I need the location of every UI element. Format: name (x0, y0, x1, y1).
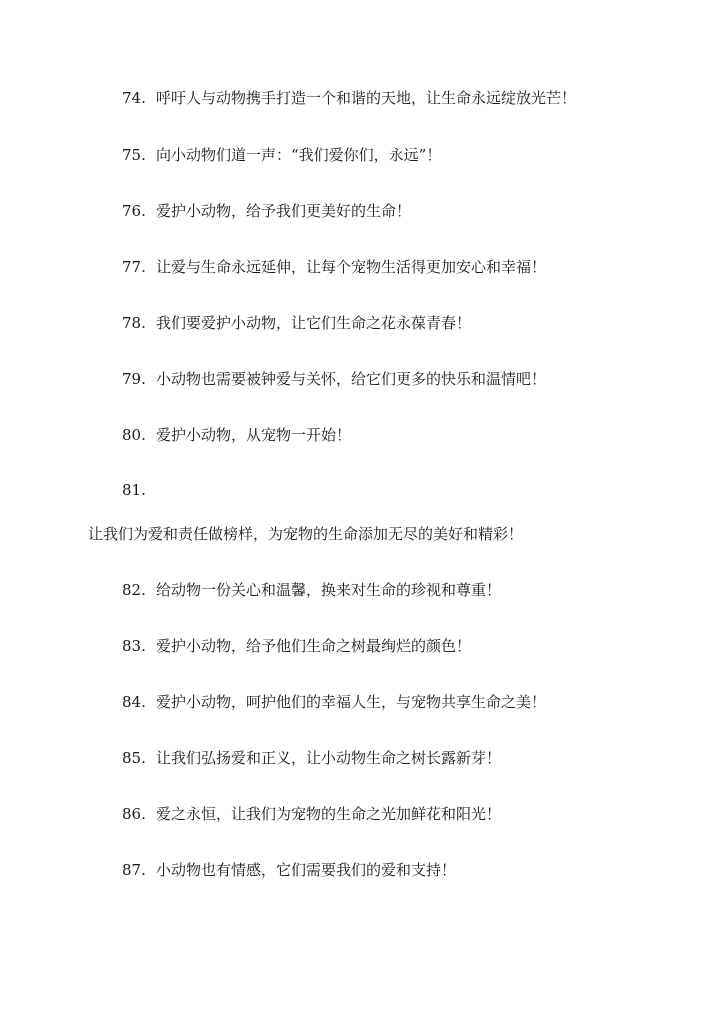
item-number: 85. (122, 749, 146, 767)
item-text: 小动物也有情感，它们需要我们的爱和支持！ (156, 861, 457, 879)
item-text: 我们要爱护小动物，让它们生命之花永葆青春！ (156, 314, 472, 332)
list-item (122, 580, 501, 600)
item-number: 86. (122, 805, 146, 823)
list-item (122, 860, 456, 880)
list-item (122, 692, 546, 712)
item-text: 爱护小动物，给予他们生命之树最绚烂的颜色！ (156, 637, 472, 655)
item-number: 84. (122, 693, 146, 711)
item-text: 让我们为爱和责任做榜样，为宠物的生命添加无尽的美好和精彩！ (88, 525, 524, 543)
item-number: 76. (122, 202, 146, 220)
item-number: 78. (122, 314, 146, 332)
item-text: 爱之永恒，让我们为宠物的生命之光加鲜花和阳光！ (156, 805, 502, 823)
list-item-wrapped-text (88, 524, 523, 544)
item-text: 给动物一份关心和温馨，换来对生命的珍视和尊重！ (156, 581, 502, 599)
list-item (122, 804, 501, 824)
item-number: 77. (122, 258, 146, 276)
item-text: 爱护小动物，给予我们更美好的生命！ (156, 202, 412, 220)
item-number: 74. (122, 89, 146, 107)
item-number: 83. (122, 637, 146, 655)
list-item-number-only (122, 480, 156, 500)
list-item (122, 201, 411, 221)
list-item (122, 748, 501, 768)
list-item (122, 636, 471, 656)
item-text: 呼吁人与动物携手打造一个和谐的天地，让生命永远绽放光芒！ (156, 89, 577, 107)
item-text: 小动物也需要被钟爱与关怀，给它们更多的快乐和温情吧！ (156, 370, 547, 388)
list-item (122, 257, 546, 277)
item-text: 向小动物们道一声：“我们爱你们，永远”！ (156, 146, 442, 164)
item-number: 81. (122, 481, 146, 499)
list-item (122, 425, 351, 445)
item-text: 爱护小动物，从宠物一开始！ (156, 426, 352, 444)
list-item (122, 313, 471, 333)
item-number: 75. (122, 146, 146, 164)
item-number: 82. (122, 581, 146, 599)
list-item (122, 88, 576, 108)
item-number: 87. (122, 861, 146, 879)
item-text: 让我们弘扬爱和正义，让小动物生命之树长露新芽！ (156, 749, 502, 767)
item-text: 让爱与生命永远延伸，让每个宠物生活得更加安心和幸福！ (156, 258, 547, 276)
list-item (122, 145, 441, 165)
item-number: 80. (122, 426, 146, 444)
item-number: 79. (122, 370, 146, 388)
item-text: 爱护小动物，呵护他们的幸福人生，与宠物共享生命之美！ (156, 693, 547, 711)
list-item (122, 369, 546, 389)
